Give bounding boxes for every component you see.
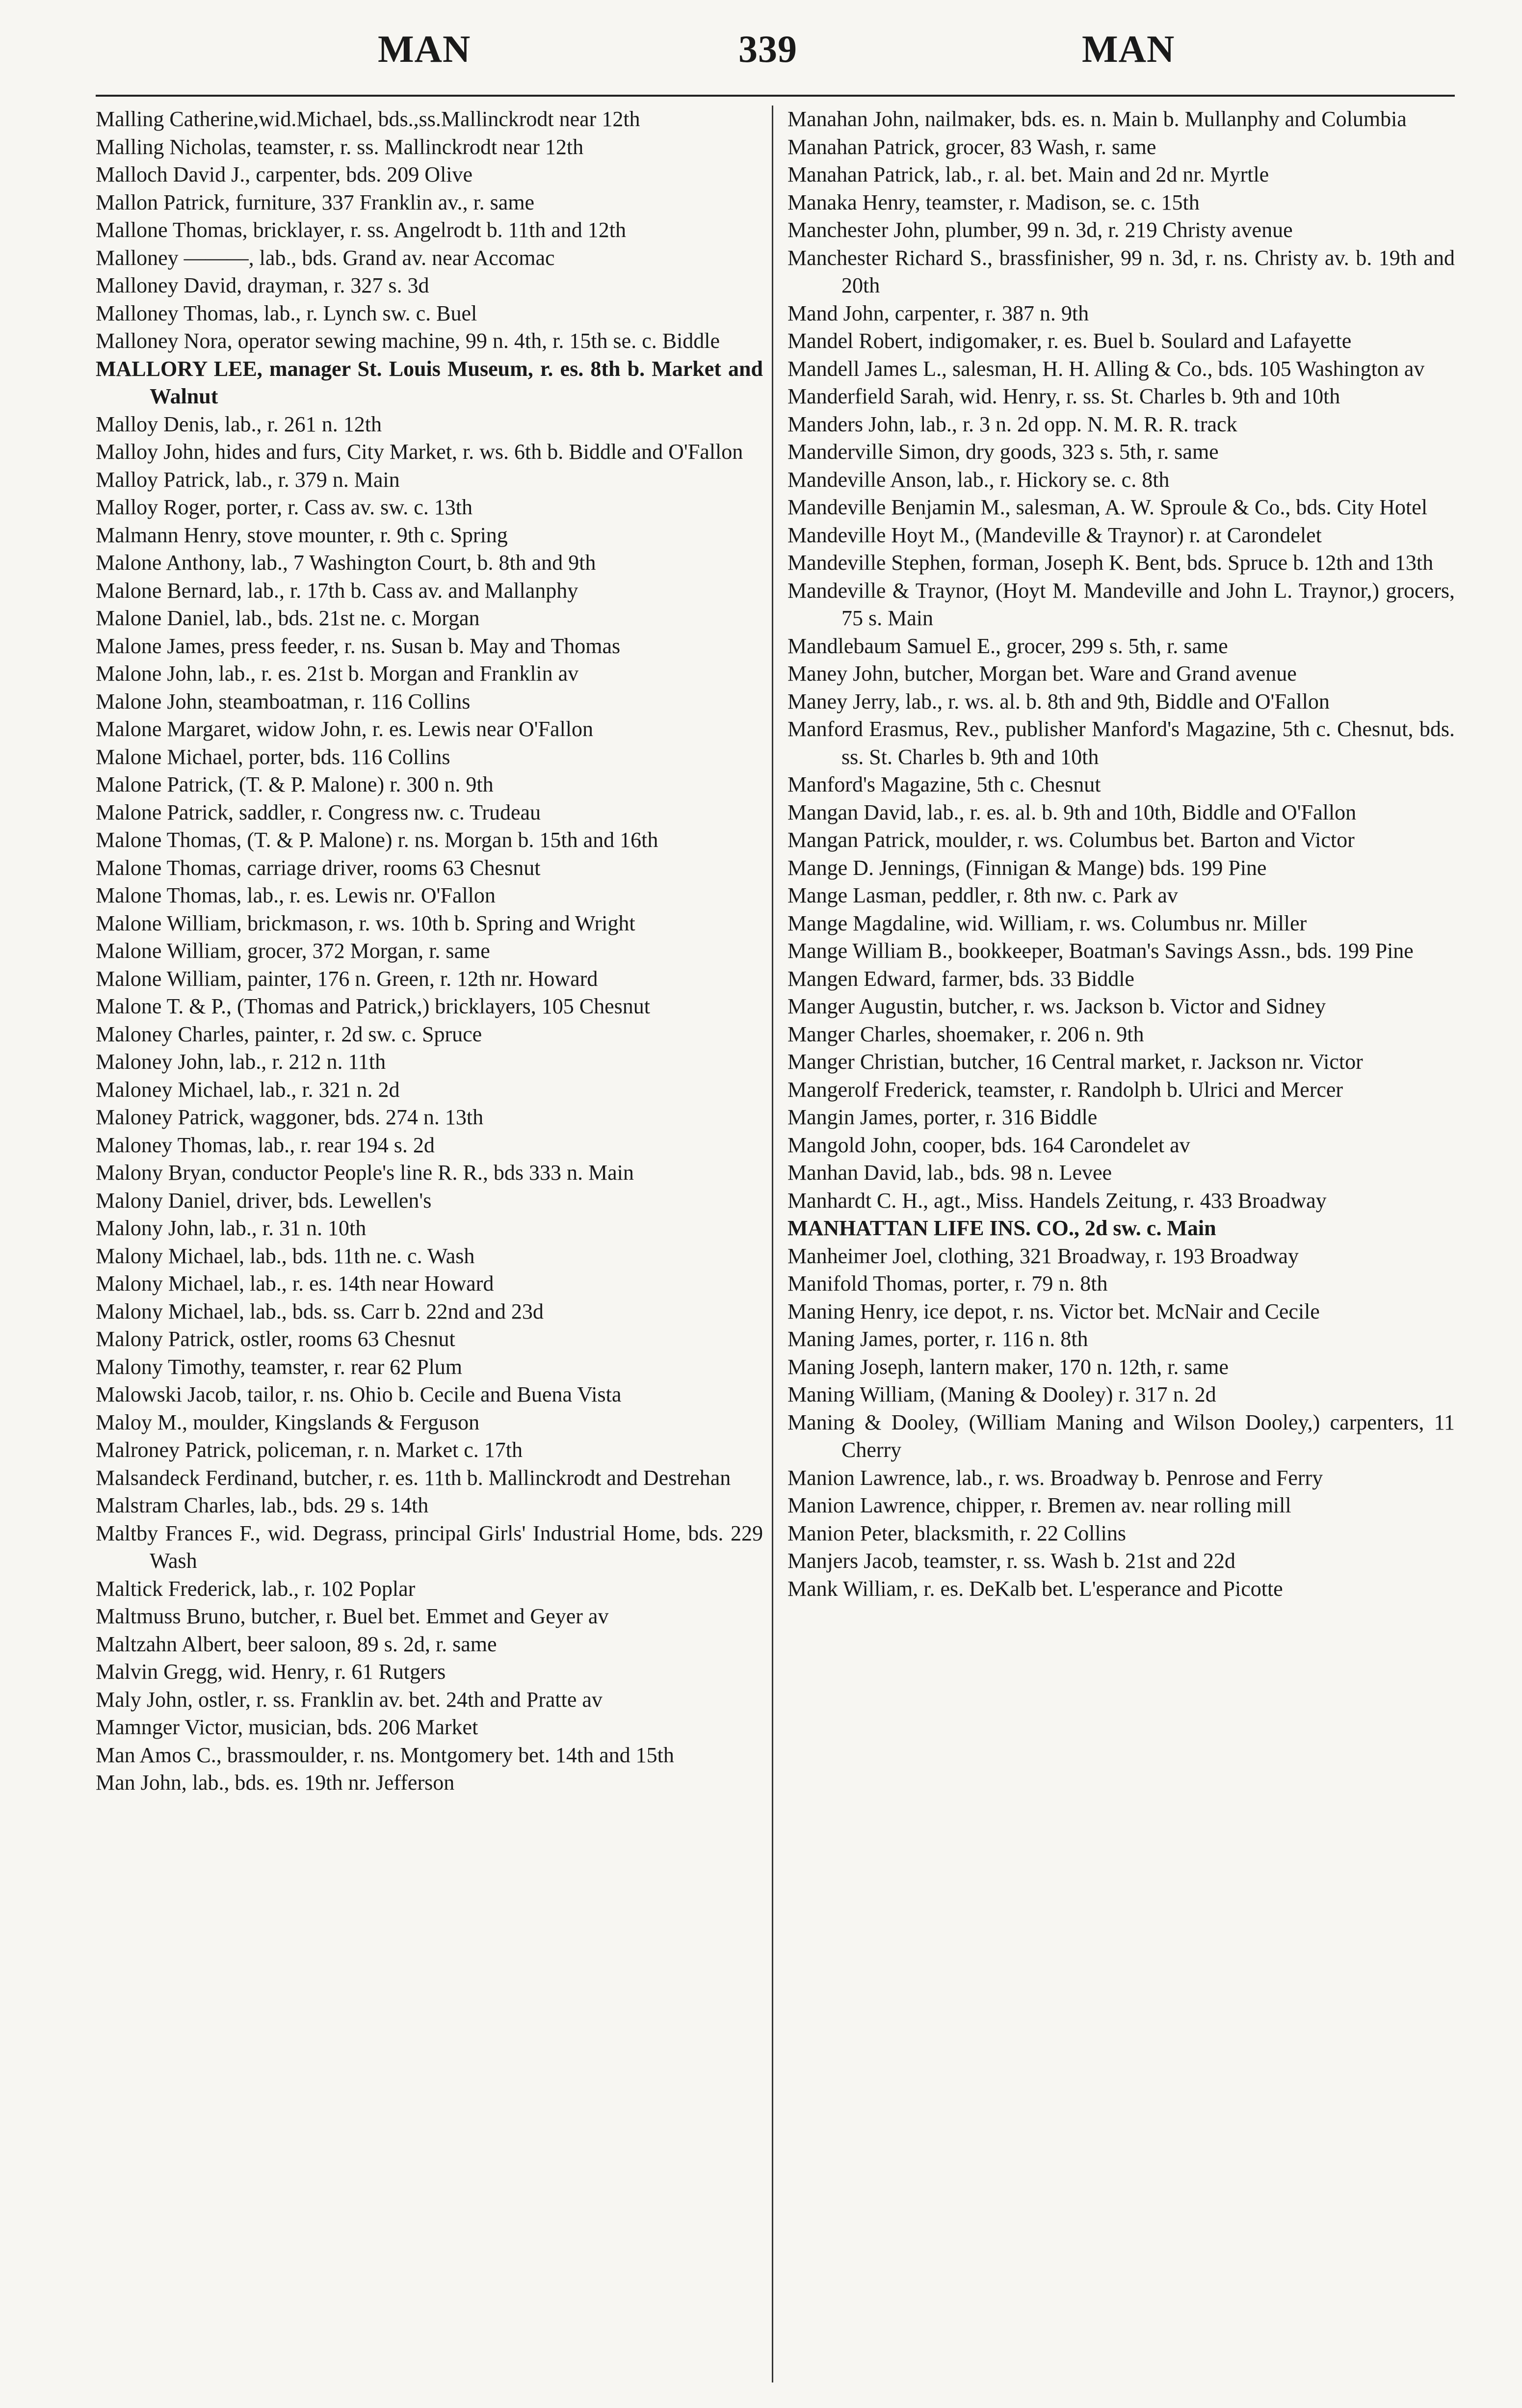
directory-entry: Malloy John, hides and furs, City Market, r. ws. 6th b. Biddle and O'Fallon: [96, 440, 743, 464]
directory-entry: Manford Erasmus, Rev., publisher Manford's Magazine, 5th c. Chesnut, bds. ss. St. Charles b. 9th and 10th: [787, 717, 1455, 769]
directory-entry: Maning James, porter, r. 116 n. 8th: [787, 1327, 1088, 1351]
directory-entry: Manaka Henry, teamster, r. Madison, se. c. 15th: [787, 190, 1200, 214]
directory-entry: Maning & Dooley, (William Maning and Wilson Dooley,) carpenters, 11 Cherry: [787, 1410, 1455, 1462]
header-rule: [96, 95, 1455, 97]
directory-entry: Manjers Jacob, teamster, r. ss. Wash b. 21st and 22d: [787, 1549, 1235, 1573]
directory-entry: Malone James, press feeder, r. ns. Susan b. May and Thomas: [96, 634, 621, 658]
directory-entry: Malone John, lab., r. es. 21st b. Morgan and Franklin av: [96, 662, 579, 686]
directory-entry: Malling Nicholas, teamster, r. ss. Mallinckrodt near 12th: [96, 134, 584, 159]
directory-entry: Maloney Thomas, lab., r. rear 194 s. 2d: [96, 1133, 435, 1157]
directory-entry: Malroney Patrick, policeman, r. n. Market c. 17th: [96, 1438, 523, 1462]
directory-entry: Malloney Nora, operator sewing machine, 99 n. 4th, r. 15th se. c. Biddle: [96, 329, 720, 353]
directory-entry: Malone Patrick, (T. & P. Malone) r. 300 n. 9th: [96, 772, 494, 796]
directory-entry: Maltby Frances F., wid. Degrass, principal Girls' Industrial Home, bds. 229 Wash: [96, 1521, 763, 1573]
directory-entry: Manhardt C. H., agt., Miss. Handels Zeitung, r. 433 Broadway: [787, 1188, 1327, 1213]
directory-entry: Manifold Thomas, porter, r. 79 n. 8th: [787, 1271, 1108, 1296]
page-number: 339: [738, 27, 797, 70]
directory-entry: Malvin Gregg, wid. Henry, r. 61 Rutgers: [96, 1660, 446, 1684]
directory-entry: Mandlebaum Samuel E., grocer, 299 s. 5th, r. same: [787, 634, 1228, 658]
directory-entry: Malony John, lab., r. 31 n. 10th: [96, 1216, 367, 1240]
directory-entry: Manger Charles, shoemaker, r. 206 n. 9th: [787, 1022, 1144, 1046]
directory-entry: Mangan Patrick, moulder, r. ws. Columbus bet. Barton and Victor: [787, 828, 1355, 852]
directory-entry: Malone Bernard, lab., r. 17th b. Cass av. and Mallanphy: [96, 578, 578, 603]
header-left-guide-word: MAN: [378, 27, 471, 70]
directory-entry: Mand John, carpenter, r. 387 n. 9th: [787, 301, 1089, 325]
directory-entry: Malone Thomas, lab., r. es. Lewis nr. O'Fallon: [96, 883, 496, 907]
directory-page: [96, 27, 1455, 2382]
directory-entry: Malloney David, drayman, r. 327 s. 3d: [96, 273, 429, 297]
directory-entry: Manford's Magazine, 5th c. Chesnut: [787, 772, 1101, 796]
directory-entry: Malone Margaret, widow John, r. es. Lewis near O'Fallon: [96, 717, 594, 741]
column-divider: [772, 106, 773, 2382]
directory-entry: Malone John, steamboatman, r. 116 Collins: [96, 689, 471, 714]
directory-entry: Manchester John, plumber, 99 n. 3d, r. 219 Christy avenue: [787, 218, 1293, 242]
directory-entry: Maning Joseph, lantern maker, 170 n. 12th, r. same: [787, 1354, 1229, 1379]
directory-entry: Maloney Charles, painter, r. 2d sw. c. Spruce: [96, 1022, 482, 1046]
directory-entry: Malony Timothy, teamster, r. rear 62 Plum: [96, 1354, 463, 1379]
directory-entry: Malloy Denis, lab., r. 261 n. 12th: [96, 412, 382, 436]
directory-entry: Mamnger Victor, musician, bds. 206 Market: [96, 1715, 478, 1739]
directory-entry: Malony Michael, lab., bds. 11th ne. c. Wash: [96, 1244, 475, 1268]
directory-columns: [96, 106, 1455, 2387]
directory-entry: Maloney John, lab., r. 212 n. 11th: [96, 1050, 386, 1074]
directory-entry: Man Amos C., brassmoulder, r. ns. Montgomery bet. 14th and 15th: [96, 1743, 674, 1767]
directory-entry: Mandell James L., salesman, H. H. Alling & Co., bds. 105 Washington av: [787, 356, 1425, 381]
directory-entry: Manion Peter, blacksmith, r. 22 Collins: [787, 1521, 1126, 1545]
directory-entry: Maltzahn Albert, beer saloon, 89 s. 2d, r. same: [96, 1632, 497, 1656]
directory-entry: Malony Patrick, ostler, rooms 63 Chesnut: [96, 1327, 455, 1351]
directory-entry: Malony Michael, lab., bds. ss. Carr b. 22nd and 23d: [96, 1299, 544, 1323]
directory-entry: Malone Michael, porter, bds. 116 Collins: [96, 744, 450, 769]
directory-entry: Malone William, grocer, 372 Morgan, r. same: [96, 939, 490, 963]
directory-entry: Malowski Jacob, tailor, r. ns. Ohio b. Cecile and Buena Vista: [96, 1382, 622, 1406]
directory-entry: Maltick Frederick, lab., r. 102 Poplar: [96, 1576, 416, 1601]
directory-entry: Manhan David, lab., bds. 98 n. Levee: [787, 1161, 1112, 1185]
directory-entry: Maly John, ostler, r. ss. Franklin av. bet. 24th and Pratte av: [96, 1687, 603, 1712]
directory-entry: Malloy Roger, porter, r. Cass av. sw. c. 13th: [96, 495, 472, 519]
directory-entry: Malmann Henry, stove mounter, r. 9th c. Spring: [96, 523, 508, 547]
directory-entry: Manahan John, nailmaker, bds. es. n. Main b. Mullanphy and Columbia: [787, 107, 1407, 131]
directory-entry: Mandeville & Traynor, (Hoyt M. Mandeville and John L. Traynor,) grocers, 75 s. Main: [787, 578, 1455, 630]
directory-entry: Man John, lab., bds. es. 19th nr. Jefferson: [96, 1771, 455, 1795]
directory-entry: Manion Lawrence, lab., r. ws. Broadway b. Penrose and Ferry: [787, 1465, 1323, 1490]
directory-entry: Malone Anthony, lab., 7 Washington Court, b. 8th and 9th: [96, 551, 596, 575]
directory-entry: Mangerolf Frederick, teamster, r. Randolph b. Ulrici and Mercer: [787, 1077, 1343, 1102]
directory-entry: Mandeville Stephen, forman, Joseph K. Bent, bds. Spruce b. 12th and 13th: [787, 551, 1434, 575]
directory-entry: Malone Thomas, (T. & P. Malone) r. ns. Morgan b. 15th and 16th: [96, 828, 658, 852]
directory-entry: Maloney Michael, lab., r. 321 n. 2d: [96, 1077, 400, 1102]
directory-entry: Mank William, r. es. DeKalb bet. L'esperance and Picotte: [787, 1576, 1283, 1601]
directory-entry: Maloy M., moulder, Kingslands & Ferguson: [96, 1410, 480, 1434]
directory-entry: Mangin James, porter, r. 316 Biddle: [787, 1105, 1098, 1129]
directory-entry: Maloney Patrick, waggoner, bds. 274 n. 13th: [96, 1105, 484, 1129]
directory-entry: Maning William, (Maning & Dooley) r. 317 n. 2d: [787, 1382, 1216, 1406]
directory-entry: Manion Lawrence, chipper, r. Bremen av. near rolling mill: [787, 1493, 1291, 1517]
directory-entry: Malone William, brickmason, r. ws. 10th b. Spring and Wright: [96, 911, 635, 935]
directory-entry: Malstram Charles, lab., bds. 29 s. 14th: [96, 1493, 429, 1517]
directory-entry: Malone William, painter, 176 n. Green, r. 12th nr. Howard: [96, 966, 598, 991]
directory-entry: Manger Christian, butcher, 16 Central market, r. Jackson nr. Victor: [787, 1050, 1363, 1074]
page-header: [96, 27, 1455, 86]
directory-entry: Mange William B., bookkeeper, Boatman's Savings Assn., bds. 199 Pine: [787, 939, 1414, 963]
directory-entry: Manheimer Joel, clothing, 321 Broadway, r. 193 Broadway: [787, 1244, 1299, 1268]
directory-entry: Malloney Thomas, lab., r. Lynch sw. c. Buel: [96, 301, 477, 325]
directory-entry: Malone Daniel, lab., bds. 21st ne. c. Morgan: [96, 606, 480, 630]
directory-entry: Mandeville Anson, lab., r. Hickory se. c. 8th: [787, 467, 1170, 492]
header-right-guide-word: MAN: [1082, 27, 1175, 70]
directory-entry: Malone T. & P., (Thomas and Patrick,) bricklayers, 105 Chesnut: [96, 994, 650, 1018]
directory-entry: Manders John, lab., r. 3 n. 2d opp. N. M. R. R. track: [787, 412, 1237, 436]
directory-entry: Manahan Patrick, grocer, 83 Wash, r. same: [787, 134, 1156, 159]
directory-entry: Malling Catherine,wid.Michael, bds.,ss.Mallinckrodt near 12th: [96, 107, 640, 131]
directory-entry: Maney Jerry, lab., r. ws. al. b. 8th and 9th, Biddle and O'Fallon: [787, 689, 1330, 714]
directory-entry: Mandeville Benjamin M., salesman, A. W. Sproule & Co., bds. City Hotel: [787, 495, 1428, 519]
directory-entry: Manderville Simon, dry goods, 323 s. 5th, r. same: [787, 440, 1219, 464]
directory-entry: Manahan Patrick, lab., r. al. bet. Main and 2d nr. Myrtle: [787, 162, 1269, 186]
directory-entry: Mandel Robert, indigomaker, r. es. Buel b. Soulard and Lafayette: [787, 329, 1352, 353]
directory-entry: Malony Bryan, conductor People's line R. R., bds 333 n. Main: [96, 1161, 634, 1185]
directory-entry: Malsandeck Ferdinand, butcher, r. es. 11th b. Mallinckrodt and Destrehan: [96, 1465, 731, 1490]
directory-entry: Malony Michael, lab., r. es. 14th near Howard: [96, 1271, 494, 1296]
directory-entry: Maney John, butcher, Morgan bet. Ware and Grand avenue: [787, 662, 1297, 686]
directory-entry: Malloch David J., carpenter, bds. 209 Olive: [96, 162, 473, 186]
directory-entry: Maltmuss Bruno, butcher, r. Buel bet. Emmet and Geyer av: [96, 1604, 609, 1628]
directory-entry: Malone Thomas, carriage driver, rooms 63 Chesnut: [96, 855, 541, 880]
directory-entry: Mallone Thomas, bricklayer, r. ss. Angelrodt b. 11th and 12th: [96, 218, 626, 242]
directory-entry: MALLORY LEE, manager St. Louis Museum, r. es. 8th b. Market and Walnut: [96, 356, 763, 408]
directory-entry: Malony Daniel, driver, bds. Lewellen's: [96, 1188, 432, 1213]
directory-entry: Mandeville Hoyt M., (Mandeville & Traynor) r. at Carondelet: [787, 523, 1322, 547]
right-column: [787, 106, 1455, 1603]
directory-entry: Mangan David, lab., r. es. al. b. 9th and 10th, Biddle and O'Fallon: [787, 800, 1357, 824]
directory-entry: Mange D. Jennings, (Finnigan & Mange) bds. 199 Pine: [787, 855, 1267, 880]
directory-entry: MANHATTAN LIFE INS. CO., 2d sw. c. Main: [787, 1216, 1216, 1240]
directory-entry: Manger Augustin, butcher, r. ws. Jackson b. Victor and Sidney: [787, 994, 1326, 1018]
directory-entry: Manchester Richard S., brassfinisher, 99 n. 3d, r. ns. Christy av. b. 19th and 20th: [787, 245, 1455, 297]
directory-entry: Malloy Patrick, lab., r. 379 n. Main: [96, 467, 400, 492]
directory-entry: Maning Henry, ice depot, r. ns. Victor bet. McNair and Cecile: [787, 1299, 1320, 1323]
directory-entry: Malloney ———, lab., bds. Grand av. near Accomac: [96, 245, 555, 270]
directory-entry: Mange Magdaline, wid. William, r. ws. Columbus nr. Miller: [787, 911, 1307, 935]
directory-entry: Mangen Edward, farmer, bds. 33 Biddle: [787, 966, 1134, 991]
directory-entry: Mangold John, cooper, bds. 164 Carondelet av: [787, 1133, 1190, 1157]
directory-entry: Mange Lasman, peddler, r. 8th nw. c. Park av: [787, 883, 1178, 907]
directory-entry: Manderfield Sarah, wid. Henry, r. ss. St. Charles b. 9th and 10th: [787, 384, 1340, 408]
directory-entry: Malone Patrick, saddler, r. Congress nw. c. Trudeau: [96, 800, 541, 824]
left-column: [96, 106, 763, 1797]
directory-entry: Mallon Patrick, furniture, 337 Franklin av., r. same: [96, 190, 535, 214]
